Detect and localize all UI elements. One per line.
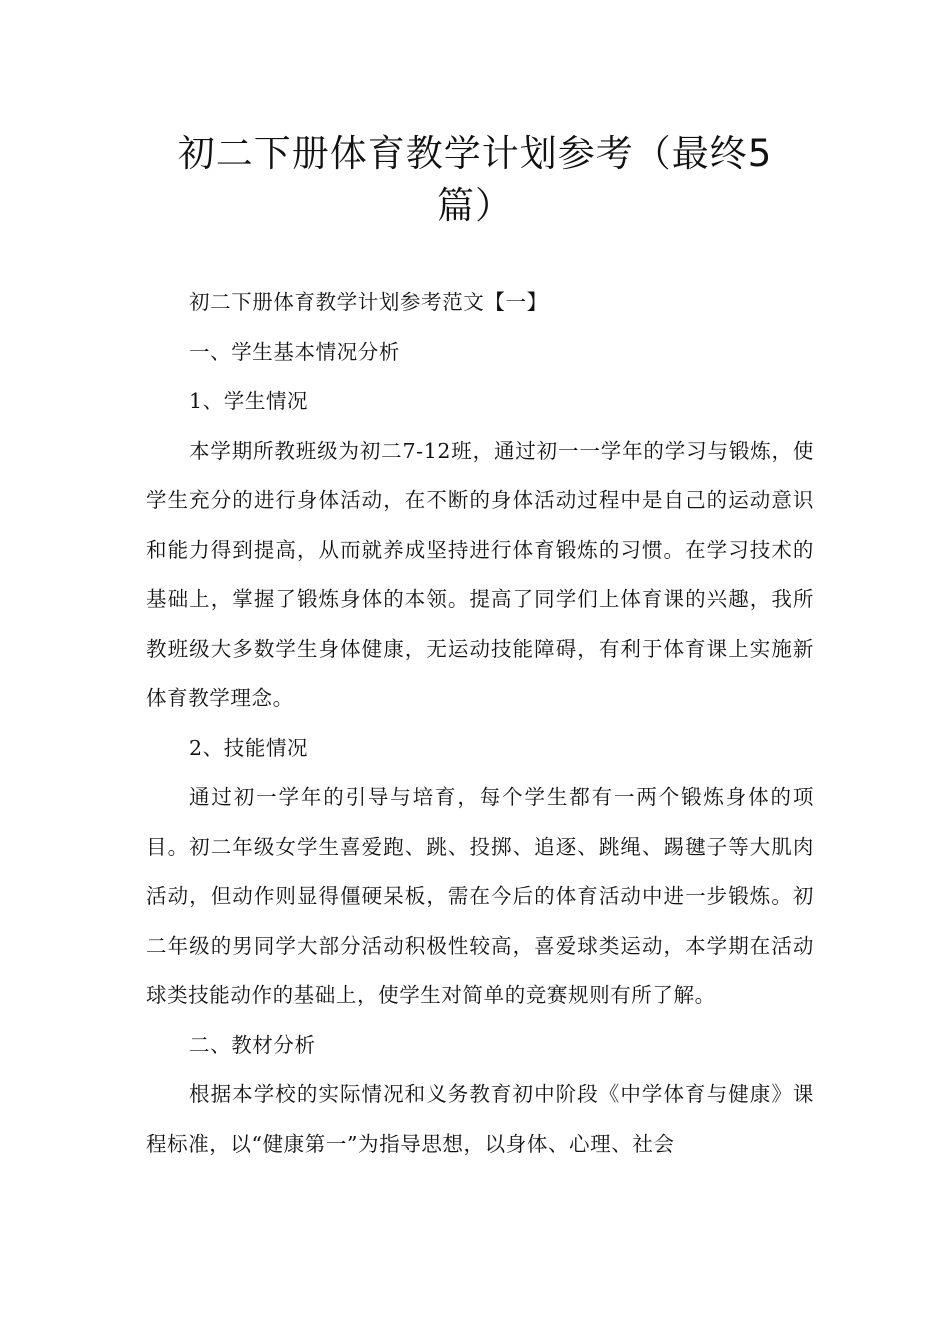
body-paragraph: 本学期所教班级为初二7-12班，通过初一一学年的学习与锻炼，使学生充分的进行身体活动，在不断的身体活动过程中是自己的运动意识和能力得到提高，从而就养成坚持进行体育锻炼的习惯。在学习技术的基础上，掌握了锻炼身体的本领。提高了同学们上体育课的兴趣，我所教班级大多数学生身体健康，无运动技能障碍，有利于体育课上实施新体育教学理念。 bbox=[146, 438, 814, 710]
subsection-heading: 2、技能情况 bbox=[189, 735, 309, 760]
section-heading: 初二下册体育教学计划参考范文【一】 bbox=[189, 290, 548, 314]
document-title bbox=[160, 128, 790, 232]
section-heading: 二、教材分析 bbox=[189, 1032, 316, 1057]
document-body bbox=[146, 278, 814, 1169]
body-paragraph: 根据本学校的实际情况和义务教育初中阶段《中学体育与健康》课程标准，以“健康第一”为指导思想，以身体、心理、社会 bbox=[146, 1082, 814, 1156]
title-line-2: 篇） bbox=[437, 184, 513, 227]
section-heading: 一、学生基本情况分析 bbox=[189, 339, 400, 364]
body-paragraph: 通过初一学年的引导与培育，每个学生都有一两个锻炼身体的项目。初二年级女学生喜爱跑、跳、投掷、追逐、跳绳、踢毽子等大肌肉活动，但动作则显得僵硬呆板，需在今后的体育活动中进一步锻炼。初二年级的男同学大部分活动积极性较高，喜爱球类运动，本学期在活动球类技能动作的基础上，使学生对简单的竞赛规则有所了解。 bbox=[146, 785, 814, 1007]
title-line-1: 初二下册体育教学计划参考（最终5 bbox=[177, 132, 773, 175]
subsection-heading: 1、学生情况 bbox=[189, 389, 309, 413]
